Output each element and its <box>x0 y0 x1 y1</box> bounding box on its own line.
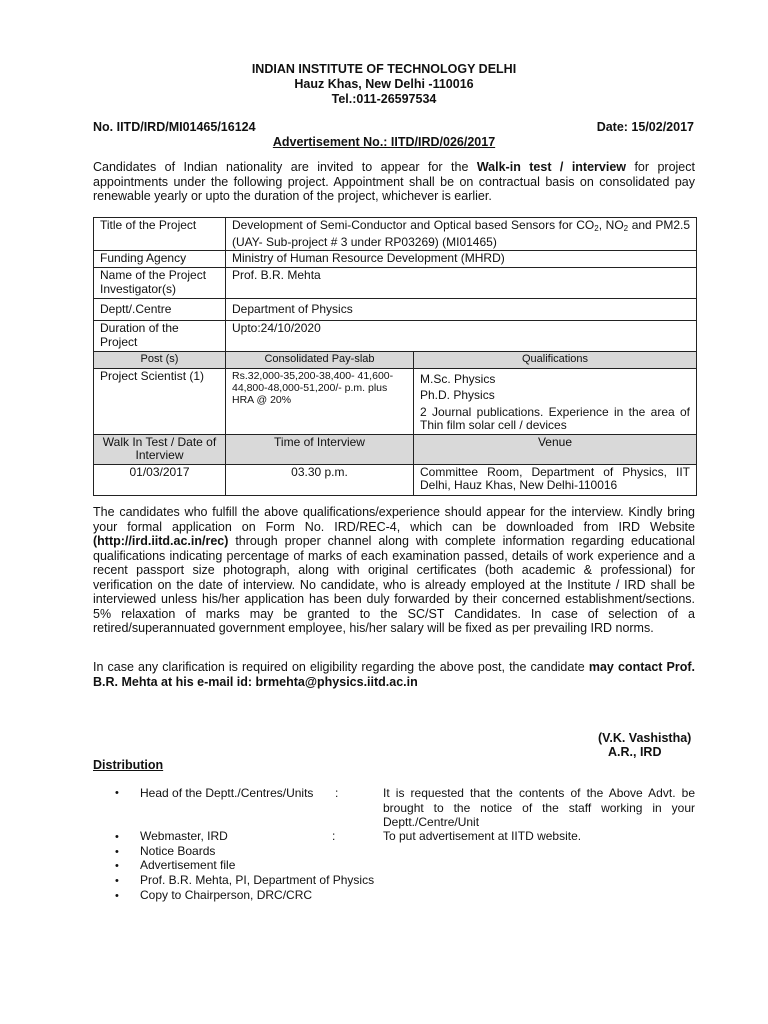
distribution-item-separator: : <box>335 786 339 800</box>
distribution-item-note: It is requested that the contents of the Above Advt. be brought to the notice of the staff working in your Deptt./Centre/Unit <box>383 786 695 829</box>
table-row-dept <box>94 299 697 321</box>
title-text-3: and PM2.5 (UAY- Sub-project # 3 under RP03269) (MI01465) <box>232 218 691 249</box>
pi-label: Name of the Project Investigator(s) <box>94 268 226 299</box>
advertisement-number: Advertisement No.: IITD/IRD/026/2017 <box>272 135 496 149</box>
distribution-item-label: Advertisement file <box>140 858 236 872</box>
instructions-paragraph <box>93 505 695 636</box>
qualification-item: Ph.D. Physics <box>420 388 495 402</box>
distribution-item-label: Webmaster, IRD <box>140 829 228 843</box>
bullet-icon: • <box>115 875 119 887</box>
distribution-item-separator: : <box>332 829 336 843</box>
pay-value: Rs.32,000-35,200-38,400- 41,600-44,800-48,000-51,200/- p.m. plus HRA @ 20% <box>226 368 414 434</box>
ird-website-link[interactable]: (http://ird.iitd.ac.in/rec) <box>93 534 229 548</box>
bullet-icon: • <box>115 831 119 843</box>
table-header-post <box>94 352 697 369</box>
reference-number: No. IITD/IRD/MI01465/16124 <box>93 120 256 134</box>
qualification-item: M.Sc. Physics <box>420 371 496 386</box>
distribution-item-label: Prof. B.R. Mehta, PI, Department of Physics <box>140 873 375 887</box>
col-time: Time of Interview <box>226 434 414 464</box>
table-row-post <box>94 368 697 434</box>
distribution-item-note: To put advertisement at IITD website. <box>383 829 582 843</box>
title-subscript-1: 2 <box>594 224 599 233</box>
bullet-icon: • <box>115 860 119 872</box>
dept-value: Department of Physics <box>226 299 697 321</box>
table-row-pi <box>94 268 697 299</box>
institute-tel: Tel.:011-26597534 <box>331 92 437 106</box>
contact-text: In case any clarification is required on eligibility regarding the above post, the candidate <box>93 660 589 674</box>
signatory-designation: A.R., IRD <box>608 745 662 759</box>
distribution-item-label: Copy to Chairperson, DRC/CRC <box>140 888 313 902</box>
title-value <box>226 218 697 251</box>
instructions-text-1: The candidates who fulfill the above qualifications/experience should appear for the interview. Kindly bring your formal application on Form No. IRD/REC-4, which can be downloaded from IRD Website <box>93 505 695 534</box>
distribution-item-label: Notice Boards <box>140 844 216 858</box>
table-row-funding <box>94 251 697 268</box>
intro-paragraph <box>93 160 695 204</box>
qualifications-list <box>414 368 697 434</box>
title-subscript-2: 2 <box>623 224 629 233</box>
intro-bold: Walk-in test / interview <box>476 160 627 174</box>
title-label: Title of the Project <box>94 218 226 251</box>
intro-text-1: Candidates of Indian nationality are invited to appear for the <box>93 160 477 174</box>
intro-text-2: for project appointments under the following project. Appointment shall be on contractual basis on consolidated pay renewable yearly or upto the duration of the project, whichever is earlier. <box>93 160 695 203</box>
table-header-walkin <box>94 434 697 464</box>
col-walkin: Walk In Test / Date of Interview <box>94 434 226 464</box>
post-value: Project Scientist (1) <box>94 368 226 434</box>
venue-value: Committee Room, Department of Physics, IIT Delhi, Hauz Khas, New Delhi-110016 <box>414 464 697 495</box>
qualification-item: 2 Journal publications. Experience in the area of Thin film solar cell / devices <box>420 404 690 432</box>
walkin-date: 01/03/2017 <box>94 464 226 495</box>
col-venue: Venue <box>414 434 697 464</box>
funding-label: Funding Agency <box>94 251 226 268</box>
bullet-icon: • <box>115 787 119 799</box>
reference-date: Date: 15/02/2017 <box>596 120 694 134</box>
institute-name: INDIAN INSTITUTE OF TECHNOLOGY DELHI <box>251 62 517 76</box>
contact-paragraph <box>93 660 695 689</box>
dept-label: Deptt/.Centre <box>94 299 226 321</box>
col-post: Post (s) <box>94 352 226 369</box>
project-details-table <box>93 217 697 496</box>
table-row-walkin <box>94 464 697 495</box>
title-text-2: , NO <box>598 218 624 232</box>
signatory-name: (V.K. Vashistha) <box>598 731 692 745</box>
pi-value: Prof. B.R. Mehta <box>226 268 697 299</box>
col-pay: Consolidated Pay-slab <box>226 352 414 369</box>
contact-bold: may contact Prof. B.R. Mehta at his e-mail id: brmehta@physics.iitd.ac.in <box>93 660 695 689</box>
instructions-text-2: through proper channel along with complete information regarding educational qualifications indicating percentage of marks of each examination passed, details of work experience and a recent passport size photograph, along with original certificates (both academic & professional) for verification on the date of interview. No candidate, who is already employed at the Institute / IRD shall be interviewed unless his/her application has been duly forwarded by their concerned establishment/sections. 5% relaxation of marks may be granted to the SC/ST Candidates. In case of selection of a retired/superannuated government employee, his/her salary will be fixed as per prevailing IRD norms. <box>93 534 695 635</box>
duration-label: Duration of the Project <box>94 321 226 352</box>
time-value: 03.30 p.m. <box>226 464 414 495</box>
duration-value: Upto:24/10/2020 <box>226 321 697 352</box>
col-qualifications: Qualifications <box>414 352 697 369</box>
institute-address: Hauz Khas, New Delhi -110016 <box>294 77 474 91</box>
distribution-item-label: Head of the Deptt./Centres/Units <box>140 786 314 800</box>
table-row-title <box>94 218 697 251</box>
bullet-icon: • <box>115 890 119 902</box>
funding-value: Ministry of Human Resource Development (MHRD) <box>226 251 697 268</box>
bullet-icon: • <box>115 846 119 858</box>
title-text-1: Development of Semi-Conductor and Optical based Sensors for CO <box>232 218 595 232</box>
table-row-duration <box>94 321 697 352</box>
distribution-heading: Distribution <box>93 758 164 772</box>
